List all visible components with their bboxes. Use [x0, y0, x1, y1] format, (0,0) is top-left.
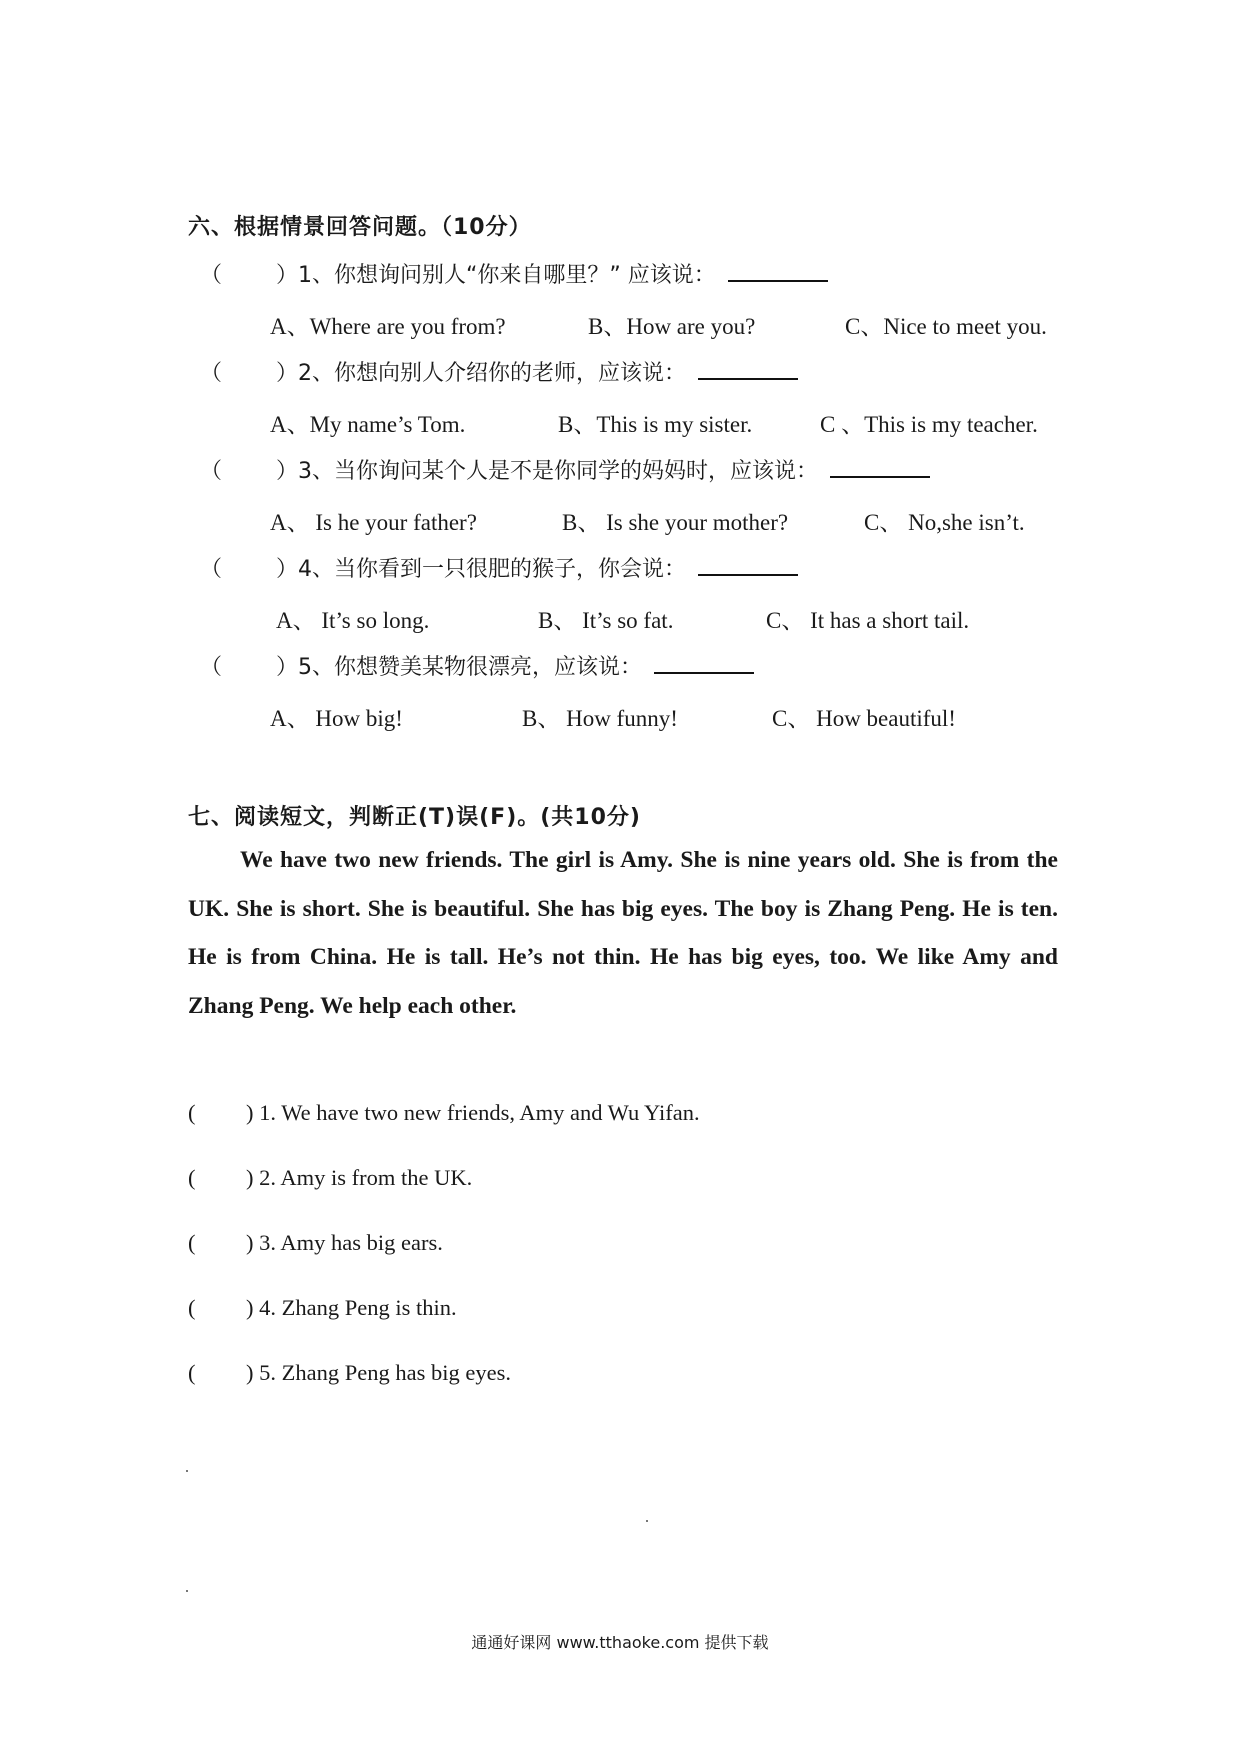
option-b: B、This is my sister.: [558, 412, 753, 437]
question-text: 5、你想赞美某物很漂亮，应该说：: [298, 655, 643, 680]
option-c: C、 No,she isn’t.: [864, 510, 1025, 535]
answer-blank[interactable]: [728, 262, 828, 282]
option-c: C、 How beautiful!: [772, 706, 956, 731]
question-text: 1、你想询问别人“你来自哪里？” 应该说：: [298, 263, 716, 288]
statement-text: ) 2. Amy is from the UK.: [246, 1165, 473, 1190]
answer-paren[interactable]: （: [200, 557, 223, 582]
statement-5: [188, 1360, 511, 1386]
question-text: 4、当你看到一只很肥的猴子，你会说：: [298, 557, 687, 582]
answer-paren[interactable]: （: [200, 655, 223, 680]
reading-passage: We have two new friends. The girl is Amy. She is nine years old. She is from the UK. She is short. She is beautiful. She has big eyes. The boy is Zhang Peng. He is ten. He is from China. He is tall. He’s not thin. He has big eyes, too. We like Amy and Zhang Peng. We help each other.: [188, 847, 1058, 1019]
option-a: A、 Is he your father?: [270, 510, 477, 535]
question-close-paren: ）: [276, 655, 299, 680]
question-4: [200, 552, 798, 583]
answer-blank[interactable]: [830, 458, 930, 478]
answer-paren[interactable]: (: [188, 1165, 196, 1190]
statement-text: ) 1. We have two new friends, Amy and Wu Yifan.: [246, 1100, 700, 1125]
section-6-title: 六、根据情景回答问题。（10分）: [188, 215, 532, 240]
answer-paren[interactable]: (: [188, 1100, 196, 1125]
answer-paren[interactable]: (: [188, 1295, 196, 1320]
option-b: B、 How funny!: [522, 706, 678, 731]
question-2: [200, 356, 798, 387]
answer-paren[interactable]: （: [200, 361, 223, 386]
question-close-paren: ）: [276, 263, 299, 288]
answer-paren[interactable]: （: [200, 263, 223, 288]
scan-speck: [646, 1520, 648, 1522]
option-b: B、 It’s so fat.: [538, 608, 674, 633]
statement-1: [188, 1100, 700, 1126]
answer-blank[interactable]: [654, 654, 754, 674]
option-b: B、 Is she your mother?: [562, 510, 789, 535]
statement-4: [188, 1295, 457, 1321]
question-1: [200, 258, 828, 289]
answer-paren[interactable]: (: [188, 1360, 196, 1385]
scan-speck: [186, 1470, 188, 1472]
statement-2: [188, 1165, 472, 1191]
statement-text: ) 5. Zhang Peng has big eyes.: [246, 1360, 511, 1385]
section-7-title: 七、阅读短文，判断正(T)误(F)。(共10分): [188, 805, 641, 830]
option-a: A、My name’s Tom.: [270, 412, 466, 437]
option-c: C 、This is my teacher.: [820, 412, 1038, 437]
scan-speck: [186, 1590, 188, 1592]
answer-paren[interactable]: （: [200, 459, 223, 484]
question-close-paren: ）: [276, 459, 299, 484]
question-close-paren: ）: [276, 361, 299, 386]
statement-3: [188, 1230, 443, 1256]
option-c: C、 It has a short tail.: [766, 608, 970, 633]
answer-blank[interactable]: [698, 360, 798, 380]
option-a: A、 It’s so long.: [276, 608, 430, 633]
question-close-paren: ）: [276, 557, 299, 582]
option-a: A、 How big!: [270, 706, 403, 731]
statement-text: ) 3. Amy has big ears.: [246, 1230, 443, 1255]
answer-paren[interactable]: (: [188, 1230, 196, 1255]
footer-watermark: 通通好课网 www.tthaoke.com 提供下载: [471, 1633, 769, 1652]
answer-blank[interactable]: [698, 556, 798, 576]
question-text: 3、当你询问某个人是不是你同学的妈妈时，应该说：: [298, 459, 819, 484]
option-b: B、How are you?: [588, 314, 756, 339]
question-text: 2、你想向别人介绍你的老师，应该说：: [298, 361, 687, 386]
question-5: [200, 650, 754, 681]
option-c: C、Nice to meet you.: [845, 314, 1047, 339]
statement-text: ) 4. Zhang Peng is thin.: [246, 1295, 457, 1320]
question-3: [200, 454, 930, 485]
option-a: A、Where are you from?: [270, 314, 506, 339]
